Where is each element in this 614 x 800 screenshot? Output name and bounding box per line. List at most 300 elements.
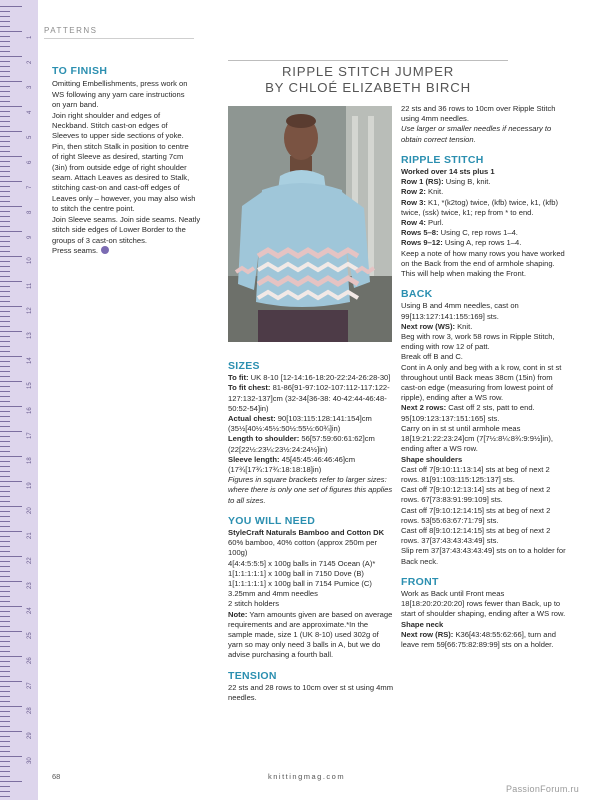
front-para: Work as Back until Front meas 18[18:20:20:20:20] rows fewer than Back, up to start of shoulder shaping, ending after a WS row. [401,588,566,619]
ruler-tick [0,136,10,137]
ruler-tick [0,486,10,487]
model-photo [228,106,392,342]
size-item [228,383,394,414]
ruler-tick [0,156,22,157]
tension-note: Use larger or smaller needles if necessary to obtain correct tension. [401,124,552,144]
ruler-number: 17 [27,432,33,439]
ruler-tick [0,756,22,757]
ruler-number: 4 [27,110,33,114]
ruler-tick [0,446,10,447]
ruler-tick [0,586,10,587]
ripple-subheading: Worked over 14 sts plus 1 [401,167,495,177]
ruler-number: 10 [27,257,33,264]
back-rows2-text: Cast off 2 sts, patt to end. 95[109:123:137:151:165] sts. [401,403,535,423]
ruler-number: 16 [27,407,33,414]
finish-lines [52,79,220,246]
ruler-tick [0,166,10,167]
tension-text-continued: 22 sts and 36 rows to 10cm over Ripple Stitch using 4mm needles. [401,104,556,124]
end-mark-icon [101,246,109,254]
finish-line: (3in) from outside edge of right shoulder [52,162,187,172]
ruler-tick [0,676,10,677]
need-item: 1[1:1:1:1:1] x 100g ball in 7154 Pumice (C) [228,579,372,589]
sizes-heading: SIZES [228,360,260,372]
ruler-tick [0,431,22,432]
ruler-number: 14 [27,357,33,364]
ruler-tick [0,346,10,347]
title-line: RIPPLE STITCH JUMPER [281,64,455,79]
ruler-tick [0,276,10,277]
ripple-row [401,218,567,228]
ruler-tick [0,456,22,457]
ruler-tick [0,171,10,172]
front-next-row [401,630,567,650]
tape-measure-ruler [0,0,38,800]
need-list [228,559,394,610]
back-para3: Cont in A only and beg with a k row, cont in st st throughout until Back meas 38cm (15in) from cast-on edge (measuring from lowest point of ripple), ending after a WS row. [401,362,562,403]
ruler-tick [0,331,22,332]
ruler-tick [0,731,22,732]
shape-shoulders-line: Cast off 8[9:10:12:14:15] sts at beg of next 2 rows. 37[37:43:43:43:49] sts. [401,525,551,546]
ruler-tick [0,721,10,722]
ruler-tick [0,106,22,107]
ruler-tick [0,501,10,502]
ruler-tick [0,631,22,632]
footer-site: knittingmag.com [268,772,346,781]
ruler-tick [0,266,10,267]
ruler-tick [0,611,10,612]
ruler-number: 23 [27,582,33,589]
ruler-tick [0,471,10,472]
ruler-tick [0,321,10,322]
ruler-tick [0,511,10,512]
ruler-tick [0,151,10,152]
finish-line: stitch side edges of Lower Border to the [52,225,186,235]
size-label: To fit chest: [228,383,271,393]
yarn-detail: 60% bamboo, 40% cotton (approx 250m per 100g) [228,538,378,558]
ruler-tick [0,776,10,777]
ruler-tick [0,11,10,12]
ruler-tick [0,541,10,542]
back-para1: Beg with row 3, work 58 rows in Ripple Stitch, ending with row 12 of patt. [401,332,555,352]
size-label: Length to shoulder: [228,434,300,444]
back-next-label: Next row (WS): [401,321,455,331]
ripple-row [401,198,567,218]
ruler-tick [0,421,10,422]
size-text: 56[57:59:60:61:62]cm (22[22½:23¼:23½:24:24½]in) [228,434,375,454]
back-intro: Using B and 4mm needles, cast on 99[113:127:141:155:169] sts. [401,301,519,321]
ruler-tick [0,791,10,792]
ruler-tick [0,786,10,787]
ruler-number: 5 [27,135,33,139]
tension-heading: TENSION [228,669,277,682]
ruler-tick [0,596,10,597]
ruler-tick [0,71,10,72]
ruler-tick [0,636,10,637]
ruler-tick [0,621,10,622]
size-label: To fit: [228,373,249,383]
shape-shoulders-line: Cast off 7[9:10:11:13:14] sts at beg of next 2 rows. 81[91:103:115:125:137] sts. [401,464,550,484]
ruler-tick [0,666,10,667]
ruler-tick [0,141,10,142]
ruler-tick [0,161,10,162]
size-item [228,434,394,454]
ruler-tick [0,651,10,652]
ruler-tick [0,256,22,257]
ruler-tick [0,506,22,507]
ruler-tick [0,736,10,737]
size-text: 90[103:115:128:141:154]cm (35½[40½:45½:50½:55½:60¾]in) [228,414,372,434]
press-seams-text: Press seams. [52,245,98,255]
back-next-row [401,322,567,332]
ruler-number: 25 [27,632,33,639]
designer-line: BY CHLOÉ ELIZABETH BIRCH [265,80,471,95]
front-heading: FRONT [401,575,439,588]
ruler-number: 26 [27,657,33,664]
finish-line: stitching cast-on and cast-off edges of [52,183,180,193]
ruler-tick [0,186,10,187]
ruler-tick [0,726,10,727]
ruler-tick [0,681,22,682]
ruler-number: 11 [27,282,33,289]
page-number: 68 [52,772,61,781]
ripple-row-label: Rows 5–8: [401,228,439,238]
ruler-tick [0,301,10,302]
ruler-tick [0,371,10,372]
ruler-tick [0,261,10,262]
ruler-tick [0,291,10,292]
finish-line: Pin, then stitch Stalk in position to centre [52,141,189,151]
ruler-tick [0,436,10,437]
ruler-tick [0,196,10,197]
need-item: 4[4:4:5:5:5] x 100g balls in 7145 Ocean (A)* [228,558,376,568]
back-para2: Break off B and C. [401,352,463,362]
ruler-tick [0,131,22,132]
ripple-row-text: Using A, rep rows 1–4. [442,238,522,248]
ruler-number: 27 [27,682,33,689]
ruler-tick [0,416,10,417]
ruler-tick [0,241,10,242]
ruler-tick [0,286,10,287]
ripple-row-label: Row 2: [401,187,426,197]
ruler-tick [0,86,10,87]
ruler-tick [0,771,10,772]
yarn-paragraph [228,528,394,559]
finish-line: WS following any yarn care instructions [52,89,185,99]
instructions-column [401,104,567,650]
finish-line: of right Sleeve as desired, starting 7cm [52,152,184,162]
ripple-heading: RIPPLE STITCH [401,153,484,166]
ruler-tick [0,341,10,342]
ruler-tick [0,521,10,522]
ruler-tick [0,761,10,762]
ruler-tick [0,556,22,557]
ruler-tick [0,116,10,117]
ruler-tick [0,661,10,662]
ruler-number: 6 [27,160,33,164]
shape-shoulders-line: Slip rem 37[37:43:43:43:49] sts on to a holder for Back neck. [401,546,566,566]
ruler-number: 22 [27,557,33,564]
ruler-tick [0,206,22,207]
finish-line: Join right shoulder and edges of [52,110,161,120]
ruler-tick [0,216,10,217]
ruler-tick [0,351,10,352]
ruler-tick [0,671,10,672]
finish-last-line [52,246,220,256]
tension-text: 22 sts and 28 rows to 10cm over st st using 4mm needles. [228,682,394,703]
need-item: 2 stitch holders [228,599,280,609]
back-para4: Carry on in st st until armhole meas 18[19:21:22:23:24]cm (7[7½:8¼:8¾:9:9½]in), ending after a WS row. [401,423,553,454]
ruler-tick [0,691,10,692]
ruler-tick [0,626,10,627]
ruler-number: 3 [27,85,33,89]
ruler-number: 12 [27,307,33,314]
ruler-tick [0,236,10,237]
finish-line: to stitch the centre point. [52,204,135,214]
ruler-tick [0,491,10,492]
ruler-tick [0,531,22,532]
ruler-tick [0,271,10,272]
ruler-tick [0,96,10,97]
ripple-row-text: Using C, rep rows 1–4. [438,228,518,238]
size-item [228,373,394,383]
ruler-tick [0,31,22,32]
ruler-tick [0,686,10,687]
ruler-tick [0,176,10,177]
ruler-tick [0,391,10,392]
finish-line: Join Sleeve seams. Join side seams. Neatly [52,214,201,224]
ruler-tick [0,536,10,537]
ruler-tick [0,566,10,567]
ruler-tick [0,376,10,377]
ruler-tick [0,121,10,122]
size-text: UK 8-10 [12-14:16-18:20-22:24-26:28-30] [248,373,391,383]
ruler-tick [0,781,22,782]
ruler-tick [0,576,10,577]
ruler-tick [0,26,10,27]
ruler-tick [0,411,10,412]
ruler-tick [0,461,10,462]
ripple-row-text: Purl. [425,218,444,228]
ruler-tick [0,476,10,477]
jumper-photo-illustration [228,106,392,342]
back-heading: BACK [401,288,433,301]
finish-line: Leaves only – however, you may also wish [52,193,196,203]
ruler-tick [0,6,22,7]
ruler-tick [0,326,10,327]
ruler-tick [0,191,10,192]
ruler-tick [0,366,10,367]
ruler-tick [0,46,10,47]
ripple-row [401,187,567,197]
ruler-tick [0,466,10,467]
finish-line: Sleeves to upper side sections of yoke. [52,131,184,141]
finish-line: groups of 3 cast-on stitches. [52,235,147,245]
yarn-name: StyleCraft Naturals Bamboo and Cotton DK [228,528,385,538]
ruler-tick [0,646,10,647]
ruler-tick [0,711,10,712]
ruler-tick [0,716,10,717]
ruler-tick [0,201,10,202]
ruler-number: 18 [27,457,33,464]
ruler-tick [0,656,22,657]
ruler-number: 1 [27,35,33,39]
ripple-row-label: Row 3: [401,197,426,207]
ruler-tick [0,641,10,642]
ruler-tick [0,616,10,617]
ruler-tick [0,51,10,52]
ruler-tick [0,246,10,247]
ruler-tick [0,306,22,307]
ripple-row-label: Row 4: [401,218,426,228]
ruler-number: 13 [27,332,33,339]
ruler-tick [0,381,22,382]
ruler-tick [0,111,10,112]
shape-shoulders-line: Cast off 7[9:10:12:14:15] sts at beg of next 2 rows. 53[55:63:67:71:79] sts. [401,505,551,525]
ruler-tick [0,441,10,442]
ruler-tick [0,101,10,102]
ruler-tick [0,396,10,397]
ruler-tick [0,481,22,482]
back-rows2-label: Next 2 rows: [401,403,447,413]
ruler-tick [0,706,22,707]
ripple-row [401,228,567,238]
ruler-number: 8 [27,210,33,214]
ruler-number: 2 [27,60,33,64]
note-label: Note: [228,609,248,619]
ruler-number: 19 [27,482,33,489]
title-rule [228,60,508,61]
finish-line: on yarn band. [52,100,99,110]
ruler-tick [0,741,10,742]
ruler-tick [0,766,10,767]
ruler-tick [0,61,10,62]
ruler-tick [0,361,10,362]
back-next-text: Knit. [455,321,473,331]
ripple-row [401,177,567,187]
ruler-tick [0,401,10,402]
ruler-tick [0,426,10,427]
ruler-tick [0,601,10,602]
ruler-number: 24 [27,607,33,614]
ripple-rows [401,177,567,248]
ruler-tick [0,296,10,297]
sizes-list [228,373,394,475]
ruler-tick [0,406,22,407]
ruler-tick [0,126,10,127]
section-tag: PATTERNS [44,26,98,35]
section-rule [44,38,194,39]
ruler-tick [0,336,10,337]
ruler-tick [0,551,10,552]
ruler-number: 21 [27,532,33,539]
ruler-tick [0,581,22,582]
finish-line: seam. Attach Leaves as desired to Stalk, [52,173,190,183]
ruler-tick [0,281,22,282]
ruler-tick [0,76,10,77]
need-heading: YOU WILL NEED [228,514,316,527]
ruler-tick [0,516,10,517]
ruler-tick [0,56,22,57]
ruler-tick [0,211,10,212]
shape-neck-heading: Shape neck [401,619,444,629]
ruler-tick [0,356,22,357]
front-next-text: K36[43:48:55:62:66], turn and leave rem 59[66:75:82:89:99] sts on a holder. [401,629,556,649]
finish-line: Omitting Embellishments, press work on [52,79,188,89]
ruler-tick [0,496,10,497]
ruler-tick [0,561,10,562]
need-item: 1[1:1:1:1:1] x 100g ball in 7150 Dove (B) [228,568,364,578]
ruler-number: 7 [27,185,33,189]
ruler-tick [0,36,10,37]
ruler-tick [0,251,10,252]
ruler-tick [0,316,10,317]
ruler-tick [0,591,10,592]
ruler-tick [0,66,10,67]
ripple-row-text: Using B, knit. [443,177,491,187]
sizes-and-materials [228,355,394,703]
ripple-row-text: K1, *(k2tog) twice, (kfb) twice, k1, (kfb) twice, (ssk) twice, k1; rep from * to end. [401,197,558,217]
ruler-tick [0,181,22,182]
pattern-title [228,64,508,96]
shape-shoulders-line: Cast off 7[9:10:12:13:14] sts at beg of next 2 rows. 67[73:83:91:99:109] sts. [401,485,551,505]
size-label: Sleeve length: [228,454,280,464]
size-text: 45[45:45:46:46:46]cm (17¾[17¾:17¾:18:18:18]in) [228,454,356,475]
ruler-number: 30 [27,757,33,764]
ruler-tick [0,546,10,547]
back-next-2-rows [401,403,567,423]
finish-section [52,66,220,256]
ruler-tick [0,796,10,797]
need-item: 3.25mm and 4mm needles [228,589,318,599]
finish-line: Neckband. Stitch cast-on edges of [52,121,168,131]
ripple-row [401,238,567,248]
ruler-tick [0,451,10,452]
ruler-tick [0,746,10,747]
ruler-tick [0,146,10,147]
size-text: 81-86[91-97:102-107:112-117:122-127:132-137]cm (32-34[36-38: 40-42:44-46:48-50:52-54]in) [228,383,390,413]
ruler-number: 29 [27,732,33,739]
ruler-tick [0,751,10,752]
finish-heading: TO FINISH [52,65,108,77]
ruler-tick [0,311,10,312]
ruler-tick [0,386,10,387]
ruler-tick [0,16,10,17]
ruler-number: 20 [27,507,33,514]
size-item [228,414,394,434]
ruler-tick [0,81,22,82]
ruler-tick [0,231,22,232]
need-note [228,610,394,661]
note-text: Yarn amounts given are based on average requirements and are approximate.*In the sample made, size 1 (UK 8-10) used 302g of yarn so may only need 3 balls in A, but we do advise purchasing a fourth ball. [228,609,393,660]
ruler-tick [0,606,22,607]
ruler-number: 15 [27,382,33,389]
ripple-row-label: Row 1 (RS): [401,177,444,187]
ruler-tick [0,571,10,572]
ruler-tick [0,21,10,22]
ruler-number: 9 [27,235,33,239]
watermark: PassionForum.ru [506,784,580,794]
ruler-tick [0,221,10,222]
ruler-tick [0,91,10,92]
ripple-note: Keep a note of how many rows you have worked on the Back from the end of armhole shaping. This will help when making the Front. [401,248,565,279]
ruler-tick [0,701,10,702]
ruler-tick [0,226,10,227]
ripple-row-text: Knit. [425,187,444,197]
shape-shoulders-list [401,465,567,567]
ruler-tick [0,41,10,42]
size-label: Actual chest: [228,414,276,424]
ruler-tick [0,526,10,527]
